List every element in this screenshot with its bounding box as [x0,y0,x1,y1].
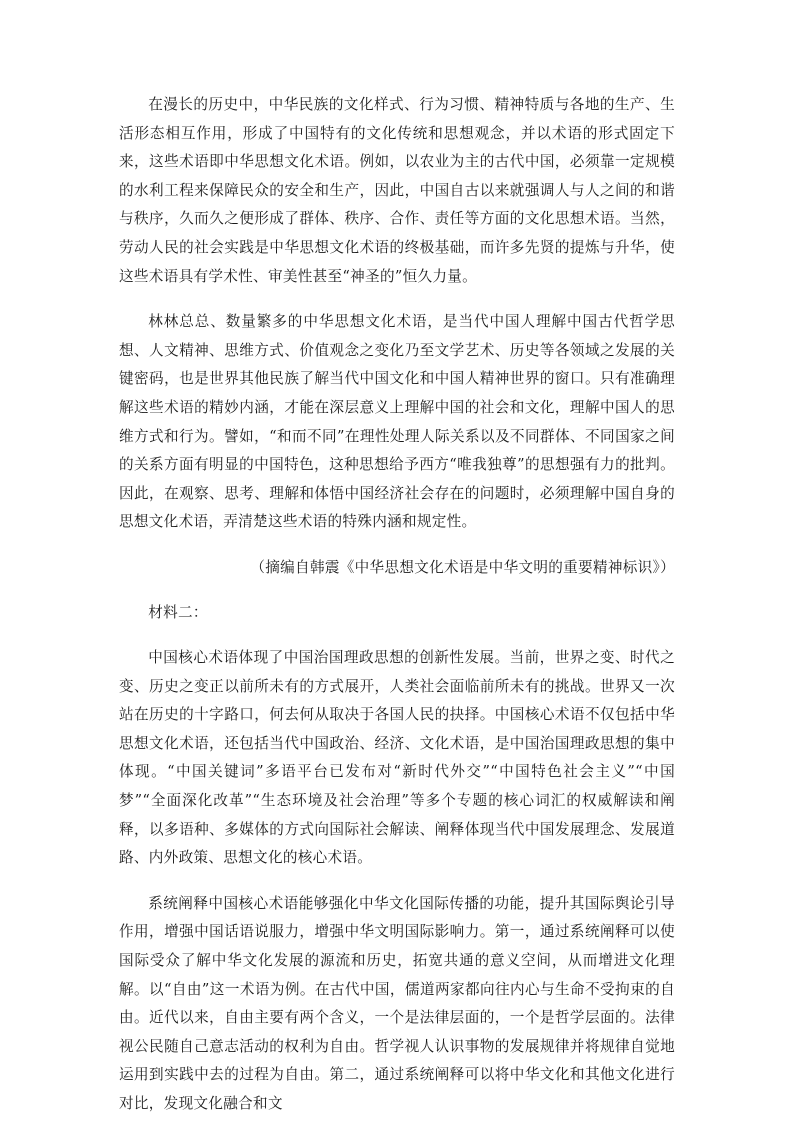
material1-source-citation: （摘编自韩震《中华思想文化术语是中华文明的重要精神标识》） [250,558,675,576]
material2-label: 材料二： [148,603,208,621]
material2-paragraph-1: 中国核心术语体现了中国治国理政思想的创新性发展。当前，世界之变、时代之变、历史之变正以前所未有的方式展开，人类社会面临前所未有的挑战。世界又一次站在历史的十字路口，何去何从取决于各国人民的抉择。中国核心术语不仅包括中华思想文化术语，还包括当代中国政治、经济、文化术语，是中国治国理政思想的集中体现。“中国关键词”多语平台已发布对“新时代外交”“中国特色社会主义”“中国梦”“全面深化改革”“生态环境及社会治理”等多个专题的核心词汇的权威解读和阐释，以多语种、多媒体的方式向国际社会解读、阐释体现当代中国发展理念、发展道路、内外政策、思想文化的核心术语。 [119,649,675,867]
material1-paragraph-2: 林林总总、数量繁多的中华思想文化术语，是当代中国人理解中国古代哲学思想、人文精神、思维方式、价值观念之变化乃至文学艺术、历史等各领域之发展的关键密码，也是世界其他民族了解当代中国文化和中国人精神世界的窗口。只有准确理解这些术语的精妙内涵，才能在深层意义上理解中国的社会和文化，理解中国人的思维方式和行为。譬如，“和而不同”在理性处理人际关系以及不同群体、不同国家之间的关系方面有明显的中国特色，这种思想给予西方“唯我独尊”的思想强有力的批判。因此，在观察、思考、理解和体悟中国经济社会存在的问题时，必须理解中国自身的思想文化术语，弄清楚这些术语的特殊内涵和规定性。 [119,313,675,531]
material1-paragraph-1: 在漫长的历史中，中华民族的文化样式、行为习惯、精神特质与各地的生产、生活形态相互作用，形成了中国特有的文化传统和思想观念，并以术语的形式固定下来，这些术语即中华思想文化术语。例如，以农业为主的古代中国，必须靠一定规模的水利工程来保障民众的安全和生产，因此，中国自古以来就强调人与人之间的和谐与秩序，久而久之便形成了群体、秩序、合作、责任等方面的文化思想术语。当然，劳动人民的社会实践是中华思想文化术语的终极基础，而许多先贤的提炼与升华，使这些术语具有学术性、审美性甚至“神圣的”恒久力量。 [119,96,675,285]
document-page [119,91,675,1136]
material2-paragraph-2: 系统阐释中国核心术语能够强化中华文化国际传播的功能，提升其国际舆论引导作用，增强中国话语说服力，增强中华文明国际影响力。第一，通过系统阐释可以使国际受众了解中华文化发展的源流和历史，拓宽共通的意义空间，从而增进文化理解。以“自由”这一术语为例。在古代中国，儒道两家都向往内心与生命不受拘束的自由。近代以来，自由主要有两个含义，一个是法律层面的，一个是哲学层面的。法律视公民随自己意志活动的权利为自由。哲学视人认识事物的发展规律并将规律自觉地运用到实践中去的过程为自由。第二，通过系统阐释可以将中华文化和其他文化进行对比，发现文化融合和文 [119,894,675,1112]
